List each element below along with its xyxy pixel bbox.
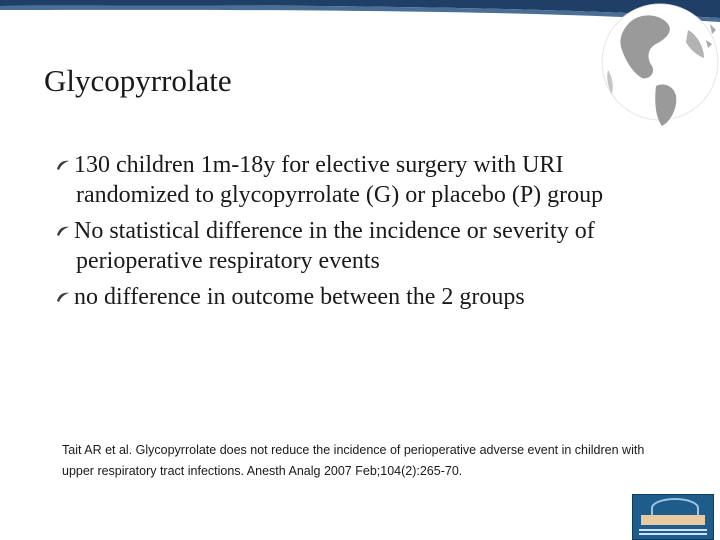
citation-line: Tait AR et al. Glycopyrrolate does not reduce the incidence of perioperative adverse event in children with (62, 443, 645, 457)
bullet-text: No statistical difference in the incidence or severity of perioperative respiratory events (74, 218, 595, 274)
citation-line: upper respiratory tract infections. Anesth Analg 2007 Feb;104(2):265-70. (62, 464, 463, 478)
citation (62, 440, 672, 482)
bullet-list (56, 150, 676, 318)
society-logo-icon (632, 494, 714, 540)
swoosh-bullet-icon (56, 159, 70, 171)
swoosh-bullet-icon (56, 225, 70, 237)
slide-title: Glycopyrrolate (44, 63, 232, 98)
bullet-text: 130 children 1m-18y for elective surgery with URI randomized to glycopyrrolate (G) or placebo (P) group (74, 152, 604, 208)
bullet-item (56, 282, 676, 312)
swoosh-bullet-icon (56, 291, 70, 303)
bullet-item (56, 150, 676, 210)
globe-icon (590, 0, 720, 140)
bullet-text: no difference in outcome between the 2 groups (74, 284, 525, 310)
bullet-item (56, 216, 676, 276)
